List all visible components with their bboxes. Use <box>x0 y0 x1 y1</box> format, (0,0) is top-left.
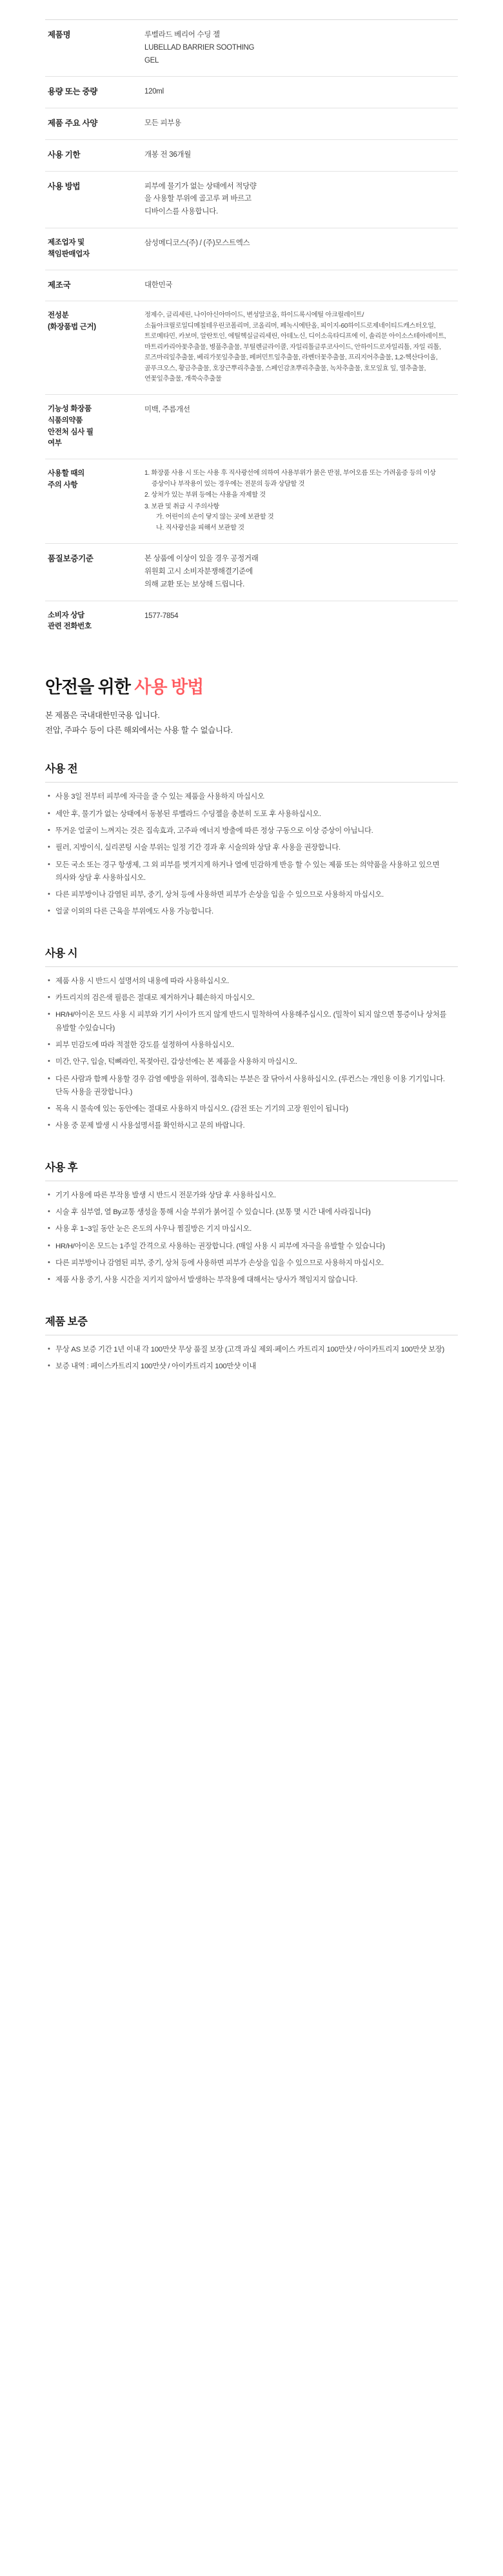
table-row <box>45 459 458 544</box>
spec-label: 제조국 <box>48 280 71 290</box>
table-row <box>45 301 458 395</box>
list-item: • 사용 후 1~3일 동안 눈은 온도의 사우나 찜질방은 기지 마십시오. <box>45 1223 458 1239</box>
list-item: • 목욕 시 물속에 있는 동안에는 절대로 사용하지 마십시오. (감전 또는 기기의 고장 원인이 됩니다) <box>45 1103 458 1119</box>
value-line: 피부에 물기가 없는 상태에서 적당량 <box>144 182 257 190</box>
spec-label: 제품명 <box>48 30 71 39</box>
spec-value <box>142 228 458 270</box>
caution-item: 2. 상처가 있는 부위 등에는 사용을 자제할 것 <box>144 492 266 499</box>
section-during-use <box>0 923 503 1137</box>
spec-value-ingredients <box>142 301 458 395</box>
list-item: • 필러, 지방이식, 실리콘팅 시술 부위는 일정 기간 경과 후 시술의와 상담 후 사용을 권장합니다. <box>45 841 458 858</box>
value-line: GEL <box>144 56 159 65</box>
section-warranty <box>0 1291 503 1377</box>
table-row <box>45 20 458 77</box>
section-before-use <box>0 738 503 922</box>
list-item: • 얼굴 이외의 다른 근육을 부위에도 사용 가능합니다. <box>45 905 458 922</box>
list-item: • 모든 국소 또는 경구 항생제, 그 외 피부를 벗겨지게 하거나 열에 민감하게 반응 할 수 있는 제품 또는 의약품을 사용하고 있으면 의사와 상담 후 사용하십시오. <box>45 859 458 889</box>
value-line: 1577-7854 <box>144 612 179 620</box>
value-line: 루벨라드 베리어 수딩 젤 <box>144 31 220 39</box>
table-row <box>45 108 458 140</box>
table-row <box>45 270 458 301</box>
spec-label: 사용 방법 <box>48 181 81 191</box>
list-item: • 미간, 안구, 입술, 턱뼈라인, 목젖아린, 갑상선에는 본 제품을 사용하지 마십시오. <box>45 1055 458 1072</box>
spec-value <box>142 171 458 228</box>
spec-value <box>142 544 458 601</box>
table-row <box>45 77 458 108</box>
bullet-list <box>45 975 458 1137</box>
section-heading: 제품 보증 <box>45 1313 458 1335</box>
table-row <box>45 394 458 459</box>
list-item: • 뚜거운 얼굴이 느껴지는 것은 집속효과, 고주파 에너지 방출에 따른 정상 구동으로 이상 증상이 아닙니다. <box>45 824 458 841</box>
spec-value <box>142 77 458 108</box>
caution-item <box>144 502 455 534</box>
value-line: 의해 교환 또는 보상해 드립니다. <box>144 580 244 588</box>
label-line: 관련 전화번호 <box>48 623 92 631</box>
label-line: 주의 사항 <box>48 481 78 489</box>
spec-label <box>45 601 142 642</box>
spec-value <box>142 20 458 77</box>
safety-subtext-line: 전압, 주파수 등이 다른 해외에서는 사용 할 수 없습니다. <box>45 726 233 735</box>
spec-label: 제품 주요 사양 <box>48 119 97 128</box>
value-line: 개봉 전 36개월 <box>144 150 192 159</box>
list-item: • HR/H/아이온 모드 사용 시 피부와 기기 사이가 뜨지 않게 반드시 밀착하여 사용해주십시오. (밀착이 되지 않으면 통증이나 상처를 유발할 수있습니다) <box>45 1008 458 1039</box>
spec-label: 용량 또는 중량 <box>48 87 97 97</box>
table-row <box>45 171 458 228</box>
spec-value <box>142 108 458 140</box>
list-item: • 보증 내역 : 페이스카트리지 100만샷 / 아이카트리지 100만샷 이내 <box>45 1360 458 1377</box>
list-item: • 기기 사용에 따른 부작용 발생 시 반드시 전문가와 상담 후 사용하십시오. <box>45 1189 458 1206</box>
value-line: 위원회 고시 소비자분쟁해결기준에 <box>144 568 253 575</box>
spec-value <box>142 139 458 171</box>
spec-label <box>45 228 142 270</box>
caution-list <box>144 468 455 534</box>
table-row <box>45 228 458 270</box>
safety-subtext <box>45 708 458 738</box>
caution-subitem: 나. 직사광선을 피해서 보관할 것 <box>156 524 244 532</box>
value-line: LUBELLAD BARRIER SOOTHING <box>144 43 255 52</box>
spec-value-cautions <box>142 459 458 544</box>
value-line: 120ml <box>144 88 164 96</box>
bullet-list <box>45 1189 458 1291</box>
list-item: • 사용 3일 전부터 피부에 자극을 줄 수 있는 제품을 사용하지 마십시오 <box>45 790 458 807</box>
label-line: 여부 <box>48 439 62 448</box>
caution-subitem: 가. 어린이의 손이 닿지 않는 곳에 보관할 것 <box>156 514 274 521</box>
value-line: 을 사용할 부위에 골고루 펴 바르고 <box>144 195 252 203</box>
value-line: 삼성메디코스(주) / (주)모스트엑스 <box>144 239 250 247</box>
title-prefix: 안전을 위한 <box>45 677 135 697</box>
label-line: 안전처 심사 필 <box>48 428 94 436</box>
section-heading: 사용 후 <box>45 1159 458 1181</box>
spec-value <box>142 394 458 459</box>
spec-label: 사용 기한 <box>48 150 81 159</box>
product-spec-table <box>45 19 458 642</box>
list-item: • HR/H/아이온 모드는 1주일 간격으로 사용하는 권장합니다. (매일 사용 시 피부에 자극을 유발할 수 있습니다) <box>45 1240 458 1257</box>
page-title <box>45 673 458 698</box>
list-item: • 다른 피부방이나 감염된 피부, 중기, 상처 등에 사용하면 피부가 손상을 입을 수 있으므로 사용하지 마십시오. <box>45 1257 458 1273</box>
section-after-use <box>0 1137 503 1291</box>
value-line: 미백, 주름개선 <box>144 405 190 414</box>
list-item: • 시술 후 심부열, 열 By교통 생성을 통해 시술 부위가 붉어질 수 있습니다. (보통 몇 시간 내에 사라집니다) <box>45 1206 458 1223</box>
value-line: 모든 피부용 <box>144 119 181 128</box>
bullet-list <box>45 1343 458 1377</box>
spec-label <box>45 301 142 395</box>
bullet-list <box>45 790 458 922</box>
label-line: 소비자 상담 <box>48 611 84 619</box>
value-line: 디바이스를 사용합니다. <box>144 208 218 216</box>
caution-item-text: 3. 보관 및 취급 시 주의사항 <box>144 503 219 510</box>
list-item: • 피부 민감도에 따라 적절한 강도를 설정하여 사용하십시오. <box>45 1039 458 1055</box>
label-line: (화장품법 근거) <box>48 323 96 332</box>
label-line: 사용할 때의 <box>48 470 84 478</box>
section-heading: 사용 전 <box>45 760 458 783</box>
section-heading: 사용 시 <box>45 944 458 967</box>
label-line: 식품의약품 <box>48 416 83 424</box>
safety-subtext-line: 본 제품은 국내대한민국용 입니다. <box>45 711 160 721</box>
table-row <box>45 544 458 601</box>
spec-table-wrapper <box>0 0 503 642</box>
list-item: • 세안 후, 물기가 없는 상태에서 동봉된 루벨라드 수딩젤을 충분히 도포 후 사용하십시오. <box>45 808 458 824</box>
list-item: • 제품 사용 중기, 사용 시간을 지키지 않아서 발생하는 부작용에 대해서는 당사가 책임지지 않습니다. <box>45 1273 458 1290</box>
label-line: 기능성 화장품 <box>48 404 92 413</box>
label-line: 제조업자 및 <box>48 238 84 246</box>
list-item: • 사용 중 문제 발생 시 사용설명서를 확인하시고 문의 바랍니다. <box>45 1119 458 1136</box>
list-item: • 카트리지의 검은색 필름은 절대로 제거하거나 훼손하지 마십시오. <box>45 992 458 1008</box>
title-accent: 사용 방법 <box>134 677 204 697</box>
table-row <box>45 139 458 171</box>
list-item: • 다른 피부방이나 감염된 피부, 중기, 상처 등에 사용하면 피부가 손상을 입을 수 있으므로 사용하지 마십시오. <box>45 888 458 905</box>
spec-label <box>45 459 142 544</box>
caution-sublist <box>152 512 455 534</box>
value-line: 본 상품에 이상이 있을 경우 공정거래 <box>144 555 259 563</box>
table-row <box>45 601 458 642</box>
list-item: • 무상 AS 보증 기간 1년 이내 각 100만샷 무상 품질 보장 (고객 과실 제외·페이스 카트리지 100만샷 / 아이카트리지 100만샷 보장) <box>45 1343 458 1360</box>
spec-label <box>45 394 142 459</box>
ingredient-list: 정제수, 글리세린, 나이아신아마이드, 변성알코올, 하이드록시에틸 아크릴레이트/소듐아크릴로일디메칠테우린코폴리머, 코올리머, 페녹시에탄올, 피이지-60하이드로제네이티드캐스터오일, 트로메타민, 카보머, 알란토인, 에틸헥실글리세린, 아데노신, 디이소옥타디프에 이, 솔리문 아이소스테아레이트, 마트리카리아꽃추출물, 병풀추출물, 부틸렌글라이콜, 자일리톨글루코사이드, 안하이드로자일리톨, 자일 리톨, 로즈마리잎추출물, 베리가못잎추출물, 페퍼민트잎추출물, 라벤더꽃추출물, 프리지어추출물, 1,2-헥산다이올, 골푸크오스, 황금추출물, 호장근뿌리추출물, 스페인감초뿌리추출물, 녹차추출물, 호모잎효 잎, 열추출물, 연꽃잎추출물, 개쑥숙추출물 <box>144 312 446 383</box>
caution-item: 1. 화장품 사용 시 또는 사용 후 직사광선에 의하여 사용부위가 붉은 반점, 부어오름 또는 가려움증 등의 이상 증상이나 부작용이 있는 경우에는 전문의 등과 상담할 것 <box>144 470 436 488</box>
value-line: 대한민국 <box>144 281 173 289</box>
list-item: • 다른 사람과 함께 사용할 경우 감염 예방을 위하여, 접촉되는 부분은 잘 닦아서 사용하십시오. (루컨스는 개인용 이용 기기입니다. 단독 사용을 권장합니다.) <box>45 1073 458 1103</box>
spec-label: 품질보증기준 <box>48 554 94 564</box>
safety-header <box>0 642 503 738</box>
label-line: 책임판매업자 <box>48 250 90 258</box>
list-item: • 제품 사용 시 반드시 설명서의 내용에 따라 사용하십시오. <box>45 975 458 992</box>
customer-service-phone <box>142 601 458 642</box>
spec-value <box>142 270 458 301</box>
label-line: 전성분 <box>48 312 69 320</box>
